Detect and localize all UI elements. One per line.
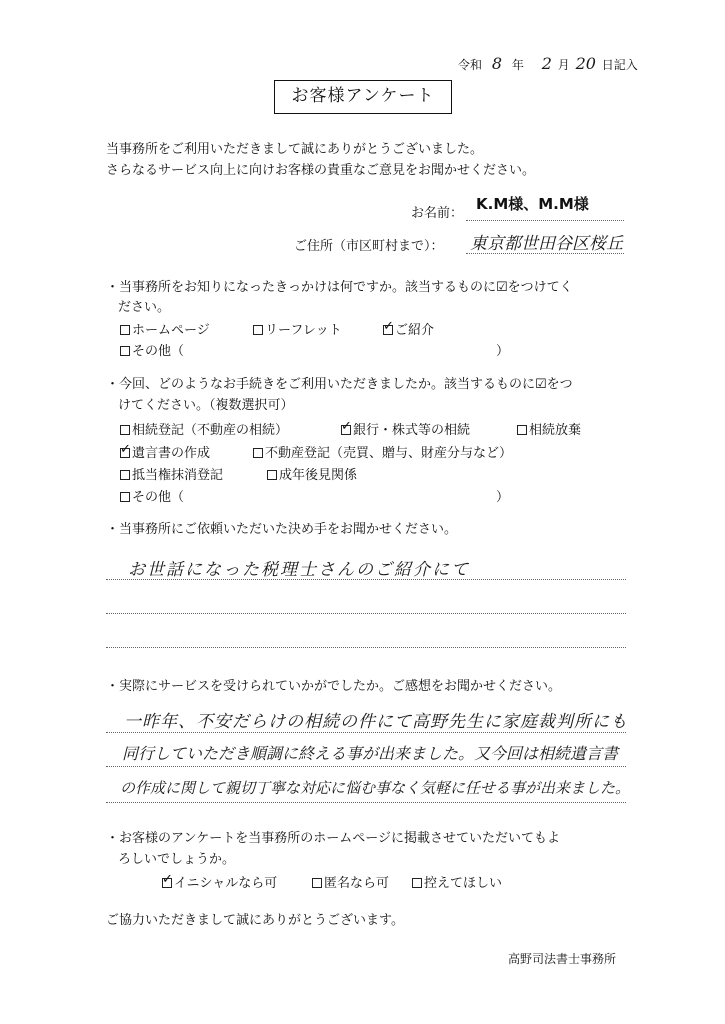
checkbox-icon [253,448,263,458]
checkbox-icon [253,325,263,335]
q2-option-real-estate-registration[interactable]: 不動産登記（売買、贈与、財産分与など） [253,442,512,461]
checked-checkbox-icon [120,448,130,458]
checked-checkbox-icon [341,425,351,435]
date-year: 8 [491,54,503,73]
q3-line-3 [106,647,626,648]
q2-option-adult-guardianship[interactable]: 成年後見関係 [267,464,357,483]
intro-line-1: 当事務所をご利用いただきまして誠にありがとうございました。 [106,142,484,157]
q1-option-homepage[interactable]: ホームページ [120,319,210,338]
date-line [458,54,638,73]
q2-option-will[interactable]: ✓遺言書の作成 [120,442,210,461]
q3-line-1 [106,579,626,580]
q2-other-close: ） [496,490,510,505]
address-value: 東京都世田谷区桜丘 [470,234,623,254]
q2-option-inheritance-registration[interactable]: 相続登記（不動産の相続） [120,419,288,438]
q1-option-referral[interactable]: ✓ ご紹介 [383,319,434,338]
q4-line-3 [106,802,626,803]
q4-line-1 [106,732,626,733]
q5-option-anonymous[interactable]: 匿名なら可 [312,872,389,891]
q4-answer-line-2: 同行していただき順調に終える事が出来ました。又今回は相続遺言書 [122,744,619,763]
checkbox-icon [312,878,322,888]
checkbox-icon [517,425,527,435]
q2-text-line-1: ・今回、どのようなお手続きをご利用いただきましたか。該当するものに☑をつ [106,377,573,392]
address-label: ご住所（市区町村まで）： [294,239,444,254]
q1-option-leaflet[interactable]: リーフレット [253,319,342,338]
q2-option-bank-stock-inheritance[interactable]: ✓ 銀行・株式等の相続 [341,419,470,438]
checked-checkbox-icon [162,878,172,888]
q3-text: ・当事務所にご依頼いただいた決め手をお聞かせください。 [106,522,458,537]
q4-text: ・実際にサービスを受けられていかがでしたか。ご感想をお聞かせください。 [106,679,562,694]
address-underline [466,253,624,254]
checked-checkbox-icon [383,325,393,335]
checkbox-icon [120,346,130,356]
checkbox-icon [120,492,130,502]
q2-text-line-2: けてください。（複数選択可） [118,398,294,413]
q5-option-initials[interactable]: ✓イニシャルなら可 [162,872,277,891]
q5-text-line-1: ・お客様のアンケートを当事務所のホームページに掲載させていただいてもよ [106,831,560,846]
intro-line-2: さらなるサービス向上に向けお客様の貴重なご意見をお聞かせください。 [106,163,536,178]
checkbox-icon [412,878,422,888]
name-label: お名前： [411,206,464,221]
q1-option-other[interactable]: その他（ [120,340,184,359]
q2-option-other[interactable]: その他（ [120,486,184,505]
name-underline [466,220,624,221]
date-suffix: 日記入 [601,58,638,72]
q3-answer: お世話になった税理士さんのご紹介にて [128,560,470,580]
q2-option-renunciation[interactable]: 相続放棄 [517,419,581,438]
thanks-text: ご協力いただきまして誠にありがとうございます。 [106,913,404,928]
q5-option-decline[interactable]: 控えてほしい [412,872,502,891]
date-year-unit: 年 [511,58,524,72]
checkbox-icon [120,425,130,435]
q4-line-2 [106,766,626,767]
q3-line-2 [106,613,626,614]
page-title: お客様アンケート [274,80,452,114]
date-month: 2 [541,54,552,73]
q1-text-line-1: ・当事務所をお知りになったきっかけは何ですか。該当するものに☑をつけてく [106,280,573,295]
q5-text-line-2: ろしいでしょうか。 [118,852,236,867]
checkbox-icon [120,325,130,335]
q4-answer-line-3: の作成に関して親切丁寧な対応に悩む事なく気軽に任せる事が出来ました。 [120,779,631,797]
date-era: 令和 [458,58,483,72]
q4-answer-line-1: 一昨年、不安だらけの相続の件にて高野先生に家庭裁判所にも [124,712,628,732]
date-month-unit: 月 [557,58,570,72]
q2-option-mortgage-cancellation[interactable]: 抵当権抹消登記 [120,464,223,483]
checkbox-icon [120,470,130,480]
date-day: 20 [575,54,596,73]
q1-other-close: ） [496,344,510,359]
checkbox-icon [267,470,277,480]
name-value: K.M様、M.M様 [476,195,589,213]
q1-text-line-2: ださい。 [118,300,171,315]
office-name: 高野司法書士事務所 [508,952,617,966]
